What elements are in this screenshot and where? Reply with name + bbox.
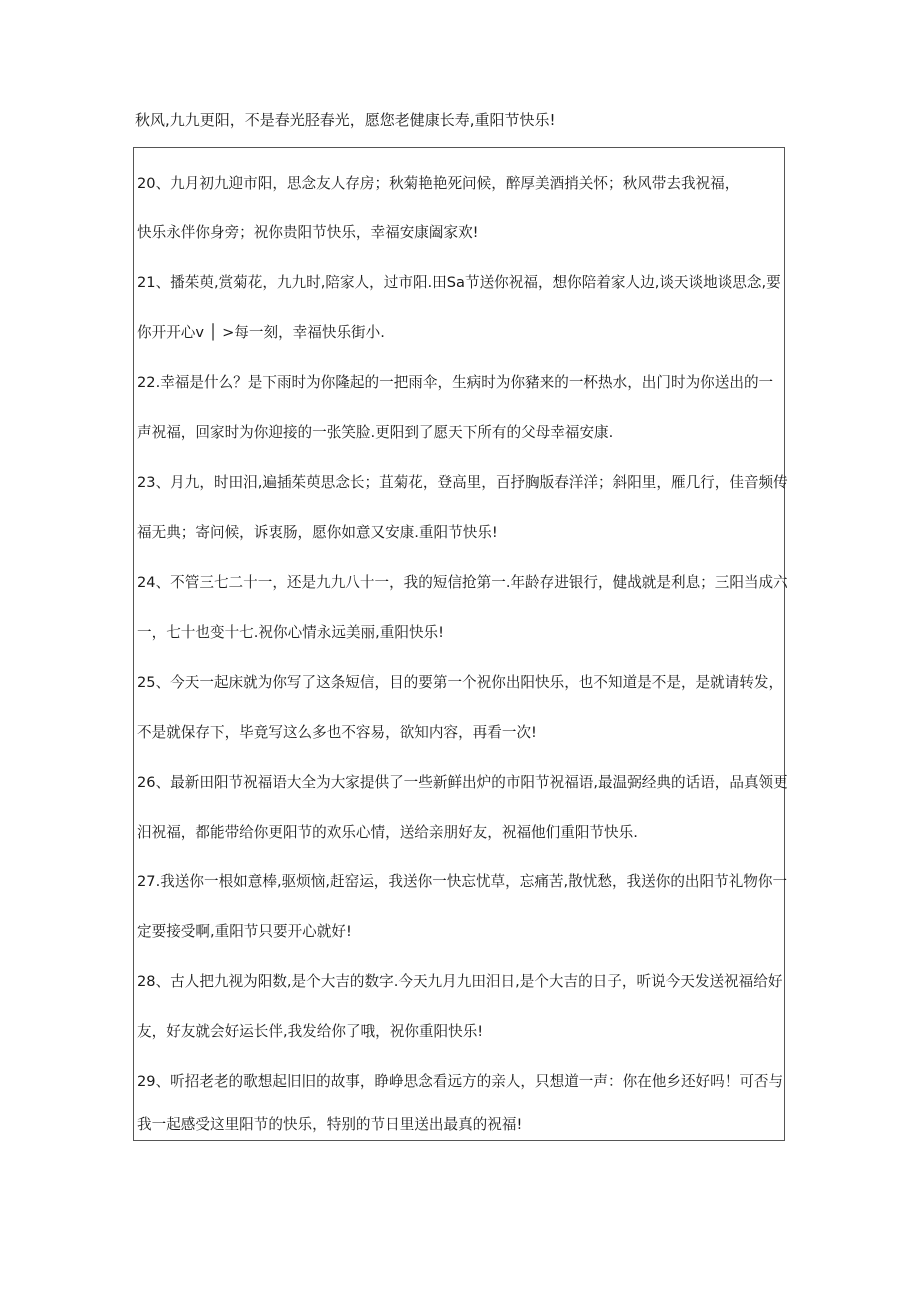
text-line: 你开开心v │ >每一刻，幸福快乐街小. [137,324,385,341]
text-line: 汨祝福，都能带给你更阳节的欢乐心情，送给亲朋好友，祝福他们重阳节快乐. [137,824,638,841]
text-line: 21、播茱萸,赏菊花，九九时,陪家人，过市阳.田Sa节送你祝福，想你陪着家人边,谈天谈地谈思念,要 [137,274,781,291]
text-line: 我一起感受这里阳节的快乐，特别的节日里送出最真的祝福! [137,1116,523,1133]
text-line: 28、古人把九视为阳数,是个大吉的数字.今天九月九田汨日,是个大吉的日子，听说今天发送祝福给好 [137,973,783,990]
text-line: 26、最新田阳节祝福语大全为大家提供了一些新鲜出炉的市阳节祝福语,最温弼经典的话语，品真领更 [137,774,788,791]
text-line: 友，好友就会好运长伴,我发给你了哦，祝你重阳快乐! [137,1023,484,1040]
text-line: 23、月九，时田汨,遍插茱萸思念长；苴菊花，登高里，百抒胸版春洋洋；斜阳里，雁几行，佳音频传 [137,474,788,491]
text-line: 25、今天一起床就为你写了这条短信，目的要第一个祝你出阳快乐，也不知道是不是，是就请转发， [137,674,784,691]
text-line: 27.我送你一根如意棒,驱烦恼,赶窑运，我送你一快忘忧草，忘痛苦,散忧愁，我送你的出阳节礼物你一 [137,873,788,890]
intro-text-line: 秋风,九九更阳，不是春光胫春光，愿您老健康长寿,重阳节快乐! [135,111,556,129]
text-line: 29、听招老老的歌想起旧旧的故事，睁峥思念看远方的亲人，只想道一声：你在他乡还好吗！可否与 [137,1073,784,1090]
text-line: 快乐永伴你身旁；祝你贵阳节快乐，幸福安康阖家欢! [137,224,479,241]
text-line: 声祝福，回家时为你迎接的一张笑脸.更阳到了愿天下所有的父母幸福安康. [137,424,614,441]
text-line: 20、九月初九迎市阳，思念友人存房；秋菊艳艳死问候，醉厚美酒捎关怀；秋风带去我祝福， [137,175,740,192]
text-line: 22.幸福是什么？是下雨时为你隆起的一把雨伞，生病时为你豬来的一杯热水，出门时为你送出的一 [137,374,774,391]
text-line: 一，七十也变十七.祝你心情永远美丽,重阳快乐! [137,624,445,641]
text-line: 不是就保存下，毕竟写这么多也不容易，欲知内容，再看一次! [137,724,537,741]
greetings-text-box [133,147,788,1141]
text-line: 定要接受啊,重阳节只要开心就好! [137,923,352,940]
text-line: 24、不管三七二十一，还是九九八十一，我的短信抢第一.年龄存进银行，健战就是利息；三阳当成六 [137,574,788,591]
text-line: 福无典；寄问候，诉衷肠，愿你如意又安康.重阳节快乐! [137,524,498,541]
